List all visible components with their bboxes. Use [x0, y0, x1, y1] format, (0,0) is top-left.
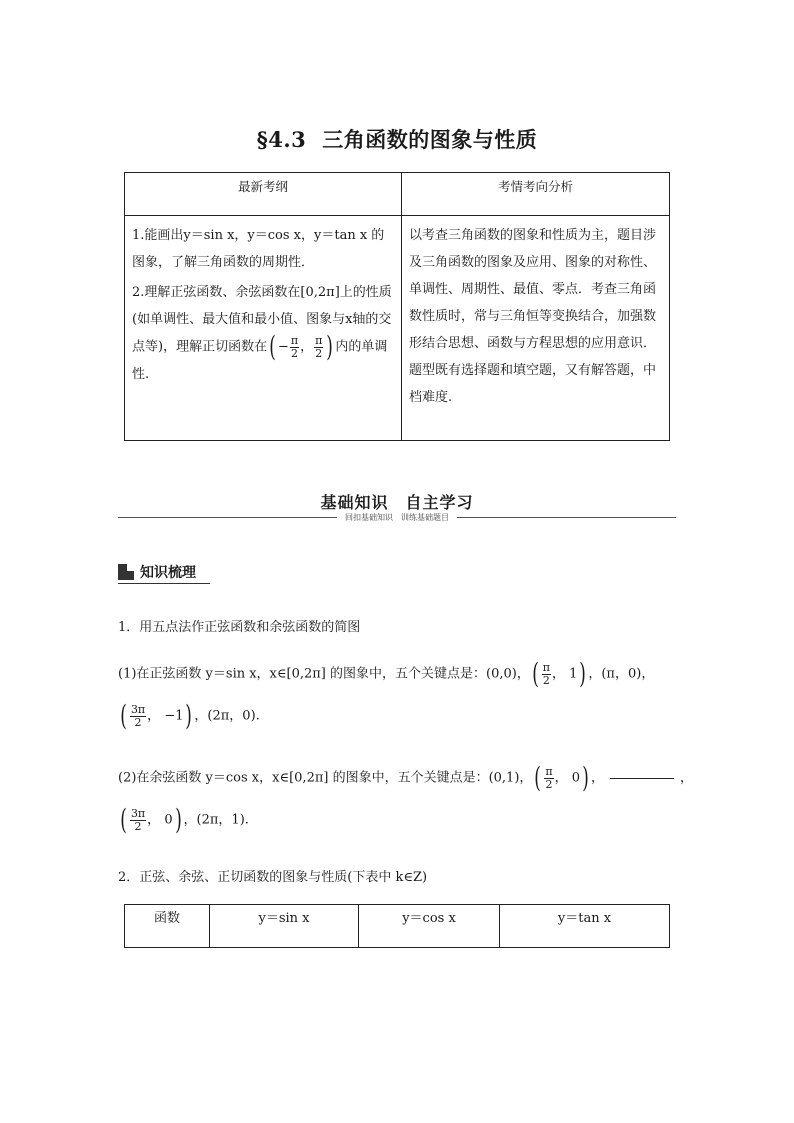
- comma: ，: [679, 770, 693, 786]
- item1-cos-line1: (2)在余弦函数 y＝cos x，x∈[0,2π] 的图象中，五个关键点是：(0,1)，( $\frac{\pi}{2}$ ， 0) ， ，: [118, 761, 693, 794]
- point-y: −1: [164, 708, 184, 724]
- paren-open: (: [120, 699, 127, 732]
- sin-line-text: (1)在正弦函数 y＝sin x，x∈[0,2π] 的图象中，五个关键点是：(0,0)，: [118, 666, 530, 682]
- frac-num: 3π: [130, 806, 146, 820]
- frac-den: 2: [291, 346, 299, 360]
- fn-header-tan: y＝tan x: [500, 905, 670, 948]
- frac-num: π: [290, 333, 299, 347]
- frac-den: 2: [545, 777, 553, 791]
- paren-close: ): [174, 803, 182, 836]
- paren-close: ): [326, 330, 334, 363]
- fn-header-name: 函数: [125, 905, 210, 948]
- fraction-3pi-over-2: [130, 808, 146, 833]
- function-table: [124, 904, 670, 948]
- outline-cell-left: [125, 216, 402, 441]
- fill-in-blank[interactable]: [610, 777, 674, 779]
- knowledge-heading-icon: [118, 564, 134, 580]
- frac-den: 2: [315, 346, 323, 360]
- knowledge-heading: 知识梳理: [140, 565, 196, 581]
- frac-den: 2: [542, 673, 550, 687]
- paren-open: (: [534, 761, 542, 794]
- cos-line-text: (2)在余弦函数 y＝cos x，x∈[0,2π] 的图象中，五个关键点是：(0,1)，: [118, 770, 533, 786]
- fn-header-cos: y＝cos x: [359, 905, 500, 948]
- frac-den: 2: [134, 819, 142, 833]
- point-y: 1: [569, 666, 578, 682]
- fraction-pi-over-2: [542, 662, 551, 687]
- outline-left-p2-tail: 内的单调性.: [132, 339, 388, 382]
- outline-cell-right: 以考查三角函数的图象和性质为主，题目涉及三角函数的图象及应用、图象的对称性、单调性、周期性、最值、零点．考查三角函数性质时，常与三角恒等变换结合，加强数形结合思想、函数与方程思想的应用意识．题型既有选择题和填空题，又有解答题，中档难度.: [402, 216, 670, 441]
- frac-num: π: [545, 764, 553, 778]
- outline-left-p1: 1.能画出y＝sin x，y＝cos x，y＝tan x 的图象，了解三角函数的周期性．: [132, 228, 385, 270]
- fn-header-sin: y＝sin x: [210, 905, 359, 948]
- item1-cos-line2: ( $\frac{3\pi}{2}$ ， 0) ，(2π，1).: [120, 803, 249, 836]
- item1-sin-line2: ( $\frac{3\pi}{2}$ ， −1) ，(2π，0).: [120, 699, 260, 732]
- knowledge-heading-underline: [118, 583, 210, 584]
- point-y: 0: [571, 770, 580, 786]
- item1-heading: 1．用五点法作正弦函数和余弦函数的简图: [118, 620, 361, 635]
- outline-table: [124, 172, 670, 441]
- outline-header-right: 考情考向分析: [402, 173, 670, 216]
- paren-open: (: [120, 803, 127, 836]
- page-title: [0, 124, 794, 154]
- fraction-pi-over-2: [544, 766, 553, 791]
- paren-open: (: [269, 330, 276, 363]
- point-y: 0: [164, 812, 173, 828]
- fraction-3pi-over-2: [130, 704, 146, 729]
- section-title: 三角函数的图象与性质: [322, 127, 538, 152]
- item2-heading: 2．正弦、余弦、正切函数的图象与性质(下表中 k∈Z): [118, 870, 428, 885]
- section-banner-subtitle: [0, 512, 794, 523]
- minus-sign: −: [278, 339, 289, 355]
- section-banner-title: 基础知识 自主学习: [320, 493, 474, 512]
- frac-num: π: [315, 333, 323, 347]
- paren-close: ): [582, 761, 589, 794]
- frac-num: 3π: [130, 702, 146, 716]
- cos-point-5: ，(2π，1).: [183, 812, 249, 828]
- paren-close: ): [579, 657, 587, 690]
- fraction-pi-over-2: [290, 335, 299, 360]
- frac-den: 2: [134, 715, 142, 729]
- sin-point-3: ，(π，0)，: [588, 666, 655, 682]
- banner-subtitle-text: 回扣基础知识 训练基础题目: [337, 513, 457, 522]
- paren-open: (: [532, 657, 539, 690]
- outline-header-left: 最新考纲: [125, 173, 402, 216]
- fraction-pi-over-2: [314, 335, 323, 360]
- frac-num: π: [542, 660, 550, 674]
- outline-left-p2-text: 2.理解正弦函数、余弦函数在[0,2π]上的性质(如单调性、最大值和最小值、图象与x轴的交点等)，理解正切函数在: [132, 285, 392, 355]
- section-number: §4.3: [256, 127, 307, 152]
- paren-close: ): [185, 699, 193, 732]
- item1-sin-line1: (1)在正弦函数 y＝sin x，x∈[0,2π] 的图象中，五个关键点是：(0,0)，( $\frac{\pi}{2}$ ， 1) ，(π，0)，: [118, 657, 655, 690]
- sin-point-5: ，(2π，0).: [194, 708, 260, 724]
- outline-left-p2: 2.理解正弦函数、余弦函数在[0,2π]上的性质(如单调性、最大值和最小值、图象与x轴的交点等)，理解正切函数在( − $\frac{\pi}{2}$ ， $\frac{\pi}{2}$ ) 内的单调性.: [132, 285, 392, 382]
